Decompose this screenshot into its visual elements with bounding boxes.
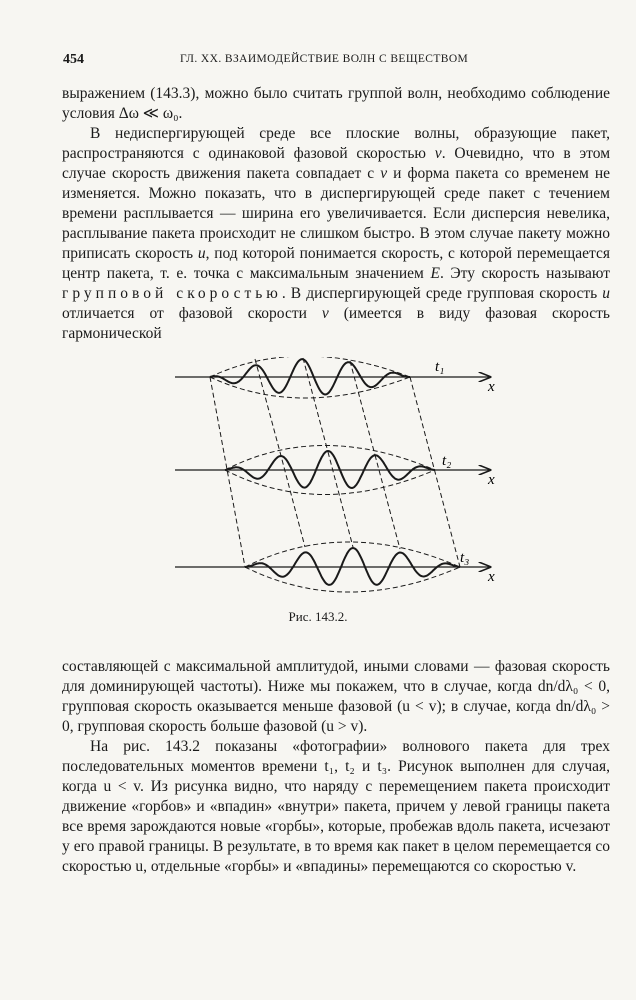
axis-x-label-2: x bbox=[488, 472, 495, 488]
tracking-line-1 bbox=[210, 377, 245, 567]
term-group-velocity: групповой скоростью bbox=[62, 285, 282, 302]
time-label-t1: t₁ bbox=[435, 359, 445, 375]
running-head: ГЛ. XX. ВЗАИМОДЕЙСТВИЕ ВОЛН С ВЕЩЕСТВОМ bbox=[180, 53, 469, 65]
tracking-line-5 bbox=[328, 452, 353, 547]
tracking-line-4 bbox=[303, 358, 328, 452]
time-label-t2: t₂ bbox=[442, 453, 452, 469]
axis-x-label-3: x bbox=[488, 569, 495, 585]
paragraph-4: На рис. 143.2 показаны «фотографии» волнового пакета для трех последовательных моментов времени t₁, t₂ и t₃. Рисунок выполнен для случая, когда u < v. Из рисунка видно, что наряду с перемещением пакета происходит движение «горбов» и «впадин» «внутри» пакета, причем у левой границы пакета все время зарождаются новые «горбы», которые, пробежав вдоль пакета, исчезают у его правой границы. В результате, в то время как пакет в целом перемещается со скоростью u, отдельные «горбы» и «впадины» перемещаются со скоростью v. bbox=[62, 738, 610, 875]
page-number: 454 bbox=[63, 52, 84, 67]
envelope-2 bbox=[225, 446, 435, 471]
figure-caption: Рис. 143.2. bbox=[288, 609, 348, 624]
wave-packet-diagram bbox=[170, 357, 510, 597]
body-text-bottom bbox=[62, 657, 610, 877]
tracking-line-8 bbox=[410, 377, 460, 567]
axis-x-label-1: x bbox=[488, 379, 495, 395]
tracking-line-2 bbox=[255, 359, 280, 452]
paragraph-3: составляющей с максимальной амплитудой, иными словами — фазовая скорость для доминирующей частоты). Ниже мы покажем, что в случае, когда dn/dλ₀ < 0, групповая скорость оказывается меньше фазовой (u < v); в случае, когда dn/dλ₀ > 0, групповая скорость больше фазовой (u > v). bbox=[62, 658, 610, 735]
tracking-line-3 bbox=[280, 452, 305, 547]
figure-wave-packet bbox=[170, 357, 510, 597]
paragraph-2: В недиспергирующей среде все плоские волны, образующие пакет, распространяются с одинаковой фазовой скоростью v. Очевидно, что в этом случае скорость движения пакета совпадает с v и форма пакета со временем не изменяется. Можно показать, что в диспергирующей среде пакет с течением времени расплывается — ширина его увеличивается. Если дисперсия невелика, расплывание пакета происходит не слишком быстро. В этом случае пакету можно приписать скорость u, под которой понимается скорость, с которой перемещается центр пакета, т. е. точка с максимальным значением E. Эту скорость называют групповой скоростью. В диспергирующей среде групповая скорость u отличается от фазовой скорости v (имеется в виду фазовая скорость гармонической bbox=[62, 125, 611, 342]
envelope-2b bbox=[225, 470, 435, 495]
envelope-3b bbox=[245, 567, 460, 592]
paragraph-1: выражением (143.3), можно было считать группой волн, необходимо соблюдение условия Δω ≪ ω₀. bbox=[62, 85, 610, 122]
time-label-t3: t₃ bbox=[460, 550, 470, 566]
tracking-line-6 bbox=[350, 361, 375, 455]
body-text-top bbox=[62, 84, 610, 344]
